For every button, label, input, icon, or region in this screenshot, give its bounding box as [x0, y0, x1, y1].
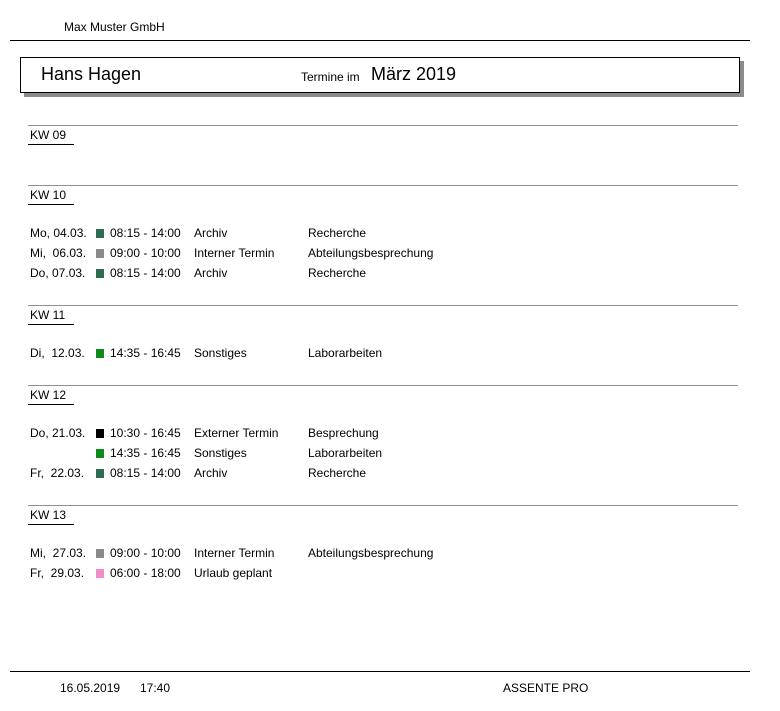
- appointment-time: 10:30 - 16:45: [110, 426, 181, 440]
- week-label: KW 13: [28, 507, 74, 525]
- appointment-day: Fr, 22.03.: [30, 466, 85, 480]
- appointment-time: 14:35 - 16:45: [110, 446, 181, 460]
- appointment-row: [30, 426, 730, 446]
- week-label: KW 10: [28, 187, 74, 205]
- appointment-row: [30, 446, 730, 466]
- category-color-swatch: [96, 249, 104, 258]
- month-title: März 2019: [371, 64, 457, 84]
- appointment-time: 09:00 - 10:00: [110, 546, 181, 560]
- week-divider: [28, 505, 738, 506]
- appointment-time: 08:15 - 14:00: [110, 466, 181, 480]
- print-date: 16.05.2019: [60, 681, 121, 695]
- appointment-day: Do, 21.03.: [30, 426, 86, 440]
- week-divider: [28, 185, 738, 186]
- appointment-subject: Recherche: [308, 266, 367, 280]
- app-name: ASSENTE PRO: [503, 681, 589, 695]
- print-time: 17:40: [140, 681, 171, 695]
- appointment-time: 08:15 - 14:00: [110, 266, 181, 280]
- appointment-list: [30, 426, 730, 486]
- appointment-list: [30, 226, 730, 286]
- appointment-day: Do, 07.03.: [30, 266, 86, 280]
- appointment-row: [30, 266, 730, 286]
- category-color-swatch: [96, 569, 104, 578]
- appointment-type: Interner Termin: [194, 246, 275, 260]
- category-color-swatch: [96, 449, 104, 458]
- appointment-type: Urlaub geplant: [194, 566, 273, 580]
- category-color-swatch: [96, 349, 104, 358]
- appointment-subject: Abteilungsbesprechung: [308, 246, 434, 260]
- appointment-day: Mo, 04.03.: [30, 226, 87, 240]
- appointment-time: 08:15 - 14:00: [110, 226, 181, 240]
- category-color-swatch: [96, 429, 104, 438]
- appointment-day: Mi, 06.03.: [30, 246, 87, 260]
- appointment-row: [30, 246, 730, 266]
- appointment-subject: Recherche: [308, 226, 367, 240]
- appointment-type: Archiv: [194, 466, 228, 480]
- appointment-list: [30, 346, 730, 366]
- footer-divider: [10, 671, 750, 672]
- appointment-subject: Recherche: [308, 466, 367, 480]
- appointment-day: Di, 12.03.: [30, 346, 85, 360]
- company-name: Max Muster GmbH: [64, 20, 165, 34]
- week-label: KW 09: [28, 127, 74, 145]
- appointment-time: 09:00 - 10:00: [110, 246, 181, 260]
- category-color-swatch: [96, 549, 104, 558]
- appointment-row: [30, 226, 730, 246]
- appointment-type: Archiv: [194, 266, 228, 280]
- appointment-subject: Laborarbeiten: [308, 446, 383, 460]
- appointment-day: Mi, 27.03.: [30, 546, 87, 560]
- appointment-type: Sonstiges: [194, 346, 247, 360]
- category-color-swatch: [96, 469, 104, 478]
- appointment-list: [30, 546, 730, 586]
- appointment-type: Sonstiges: [194, 446, 247, 460]
- appointment-time: 06:00 - 18:00: [110, 566, 181, 580]
- appointment-day: Fr, 29.03.: [30, 566, 85, 580]
- appointment-type: Interner Termin: [194, 546, 275, 560]
- appointment-row: [30, 466, 730, 486]
- appointment-type: Archiv: [194, 226, 228, 240]
- week-label: KW 11: [28, 307, 74, 325]
- appointment-subject: Abteilungsbesprechung: [308, 546, 434, 560]
- appointment-row: [30, 546, 730, 566]
- person-name: Hans Hagen: [41, 64, 142, 84]
- title-label: Termine im: [301, 70, 360, 84]
- header-divider: [10, 40, 750, 41]
- appointment-type: Externer Termin: [194, 426, 279, 440]
- week-divider: [28, 125, 738, 126]
- appointment-time: 14:35 - 16:45: [110, 346, 181, 360]
- appointment-row: [30, 566, 730, 586]
- appointment-subject: Besprechung: [308, 426, 379, 440]
- report-title-box: [20, 57, 740, 93]
- category-color-swatch: [96, 269, 104, 278]
- appointment-row: [30, 346, 730, 366]
- week-divider: [28, 385, 738, 386]
- category-color-swatch: [96, 229, 104, 238]
- week-label: KW 12: [28, 387, 74, 405]
- appointment-subject: Laborarbeiten: [308, 346, 383, 360]
- week-divider: [28, 305, 738, 306]
